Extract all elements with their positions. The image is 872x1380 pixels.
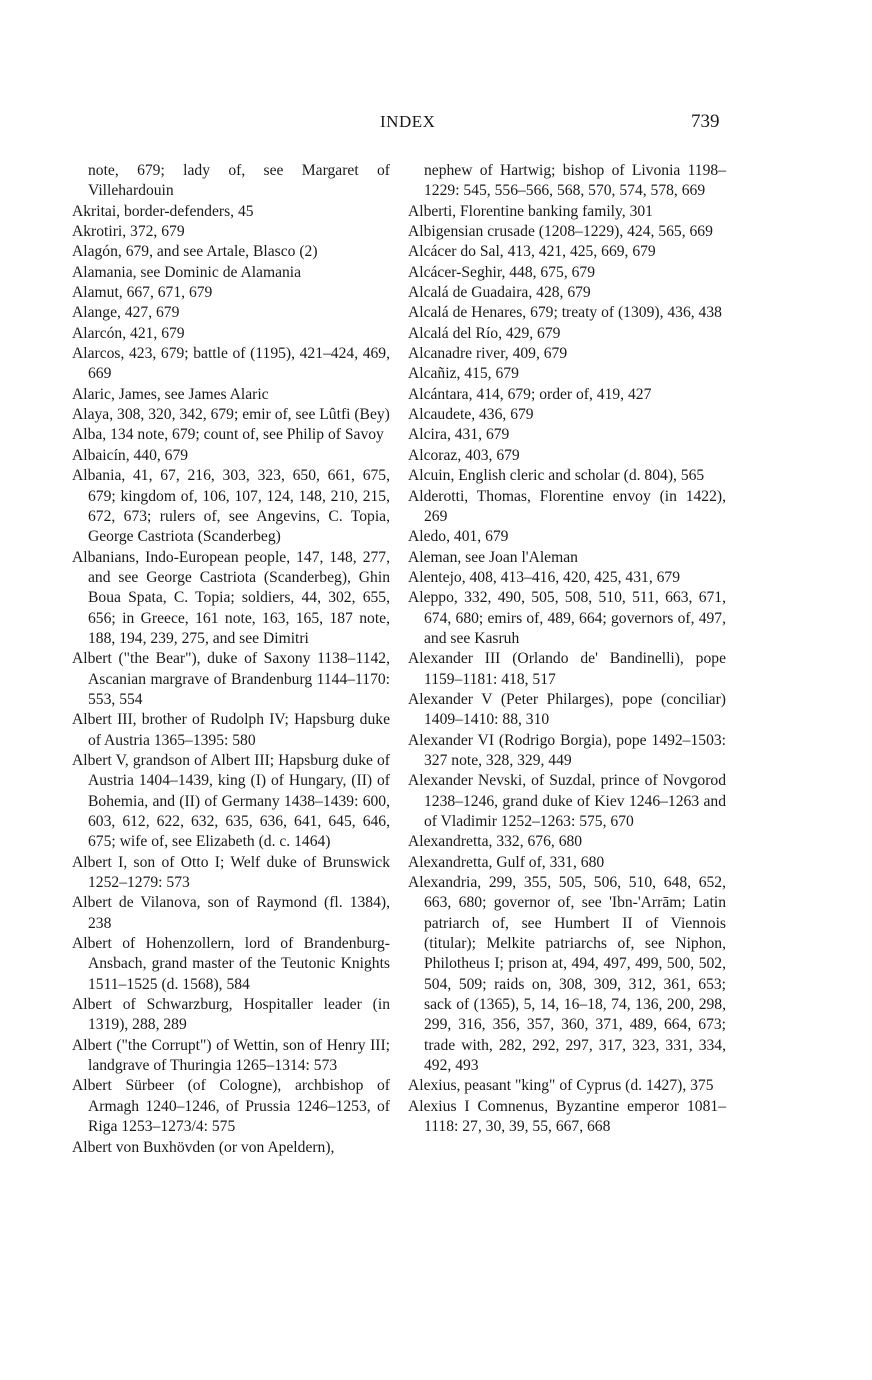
index-entry: Alcaudete, 436, 679 (408, 406, 534, 424)
index-entry: Alagón, 679, and see Artale, Blasco (2) (72, 243, 318, 261)
index-column-right (408, 161, 726, 1138)
index-entry: Alexius, peasant "king" of Cyprus (d. 1427), 375 (408, 1077, 714, 1095)
index-entry: Alba, 134 note, 679; count of, see Philip of Savoy (72, 426, 384, 444)
page-number: 739 (691, 111, 720, 132)
index-entry: Alexandretta, Gulf of, 331, 680 (408, 853, 605, 871)
page-header (0, 112, 872, 136)
index-entry: Alange, 427, 679 (72, 304, 180, 322)
index-entry: Albert III, brother of Rudolph IV; Hapsburg duke of Austria 1365–1395: 580 (72, 711, 390, 749)
index-entry: Alarcón, 421, 679 (72, 324, 185, 342)
index-entry: Albert V, grandson of Albert III; Hapsburg duke of Austria 1404–1439, king (I) of Hungary, (II) of Bohemia, and (II) of Germany 1438–1439: 600, 603, 612, 622, 632, 635, 636, 641, 645, 646, 675; wife of, see Elizabeth (d. c. 1464) (72, 751, 390, 851)
index-entry: Aledo, 401, 679 (408, 528, 509, 546)
index-entry: Alamania, see Dominic de Alamania (72, 263, 302, 281)
index-entry: Albert ("the Corrupt") of Wettin, son of Henry III; landgrave of Thuringia 1265–1314: 573 (72, 1036, 390, 1075)
index-entry: Albert I, son of Otto I; Welf duke of Brunswick 1252–1279: 573 (72, 853, 390, 892)
index-entry: Alberti, Florentine banking family, 301 (408, 202, 653, 220)
index-entry: Alamut, 667, 671, 679 (72, 284, 213, 302)
index-entry: Albert of Hohenzollern, lord of Brandenburg-Ansbach, grand master of the Teutonic Knights 1511–1525 (d. 1568), 584 (72, 935, 390, 993)
index-entry: Alcoraz, 403, 679 (408, 446, 520, 464)
index-entry: Alaric, James, see James Alaric (72, 385, 269, 403)
index-entry: Albania, 41, 67, 216, 303, 323, 650, 661, 675, 679; kingdom of, 106, 107, 124, 148, 210, 215, 672, 673; rulers of, see Angevins, C. Topia, George Castriota (Scanderbeg) (72, 467, 390, 546)
index-entry: Alderotti, Thomas, Florentine envoy (in 1422), 269 (408, 487, 726, 525)
index-entry: Alcalá de Guadaira, 428, 679 (408, 284, 591, 302)
index-entry: Alarcos, 423, 679; battle of (1195), 421–424, 469, 669 (72, 345, 390, 383)
index-entry: Alexander Nevski, of Suzdal, prince of Novgorod 1238–1246, grand duke of Kiev 1246–1263 and of Vladimir 1252–1263: 575, 670 (408, 772, 726, 830)
index-entry: Akrotiri, 372, 679 (72, 223, 185, 241)
index-entry: Albigensian crusade (1208–1229), 424, 565, 669 (408, 223, 713, 241)
index-column-left (72, 161, 390, 1158)
index-entry: Alaya, 308, 320, 342, 679; emir of, see Lûtfi (Bey) (72, 406, 390, 424)
index-entry: Alexandria, 299, 355, 505, 506, 510, 648, 652, 663, 680; governor of, see 'Ibn-'Arrām; Latin patriarch of, see Humbert II of Viennois (titular); Melkite patriarchs of, see Niphon, Philotheus I; prison at, 494, 497, 499, 500, 502, 504, 509; raids on, 308, 309, 312, 361, 653; sack of (1365), 5, 14, 16–18, 74, 136, 200, 298, 299, 316, 356, 357, 360, 371, 489, 664, 673; trade with, 282, 292, 297, 317, 323, 331, 334, 492, 493 (408, 874, 726, 1075)
index-entry: Albert ("the Bear"), duke of Saxony 1138–1142, Ascanian margrave of Brandenburg 1144–1170: 553, 554 (72, 650, 390, 708)
index-entry: Albanians, Indo-European people, 147, 148, 277, and see George Castriota (Scanderbeg), Ghin Boua Spata, C. Topia; soldiers, 44, 302, 655, 656; in Greece, 161 note, 163, 165, 187 note, 188, 194, 239, 275, and see Dimitri (72, 548, 390, 647)
index-entry: Alcañiz, 415, 679 (408, 365, 519, 383)
index-entry: Alexander VI (Rodrigo Borgia), pope 1492–1503: 327 note, 328, 329, 449 (408, 731, 726, 769)
index-entry: Alcira, 431, 679 (408, 426, 510, 444)
running-title: INDEX (380, 112, 436, 131)
index-entry: Alcalá del Río, 429, 679 (408, 324, 561, 342)
index-entry: Alcalá de Henares, 679; treaty of (1309), 436, 438 (408, 304, 722, 322)
index-entry: Albert de Vilanova, son of Raymond (fl. 1384), 238 (72, 894, 390, 932)
index-entry: Aleman, see Joan l'Aleman (408, 548, 578, 566)
index-entry: note, 679; lady of, see Margaret of Villehardouin (88, 162, 390, 200)
index-entry: Albaicín, 440, 679 (72, 446, 189, 464)
index-entry: Alexander III (Orlando de' Bandinelli), pope 1159–1181: 418, 517 (408, 650, 726, 688)
index-entry: Albert of Schwarzburg, Hospitaller leader (in 1319), 288, 289 (72, 996, 390, 1034)
index-entry: Alexander V (Peter Philarges), pope (conciliar) 1409–1410: 88, 310 (408, 690, 726, 729)
index-entry: Alcácer-Seghir, 448, 675, 679 (408, 263, 596, 281)
index-entry: Alcuin, English cleric and scholar (d. 804), 565 (408, 467, 705, 485)
index-entry: Alexius I Comnenus, Byzantine emperor 1081–1118: 27, 30, 39, 55, 667, 668 (408, 1097, 726, 1136)
index-entry: Alcanadre river, 409, 679 (408, 345, 568, 363)
index-entry: Alentejo, 408, 413–416, 420, 425, 431, 679 (408, 568, 681, 586)
index-entry: Akritai, border-defenders, 45 (72, 202, 254, 220)
index-entry: Aleppo, 332, 490, 505, 508, 510, 511, 663, 671, 674, 680; emirs of, 489, 664; governors of, 497, and see Kasruh (408, 589, 726, 647)
index-entry: nephew of Hartwig; bishop of Livonia 1198–1229: 545, 556–566, 568, 570, 574, 578, 669 (424, 162, 726, 200)
index-entry: Albert Sürbeer (of Cologne), archbishop of Armagh 1240–1246, of Prussia 1246–1253, of Riga 1253–1273/4: 575 (72, 1077, 390, 1136)
index-entry: Alcácer do Sal, 413, 421, 425, 669, 679 (408, 243, 656, 261)
index-entry: Alcántara, 414, 679; order of, 419, 427 (408, 385, 652, 403)
index-entry: Alexandretta, 332, 676, 680 (408, 833, 583, 851)
index-entry: Albert von Buxhövden (or von Apeldern), (72, 1138, 335, 1156)
